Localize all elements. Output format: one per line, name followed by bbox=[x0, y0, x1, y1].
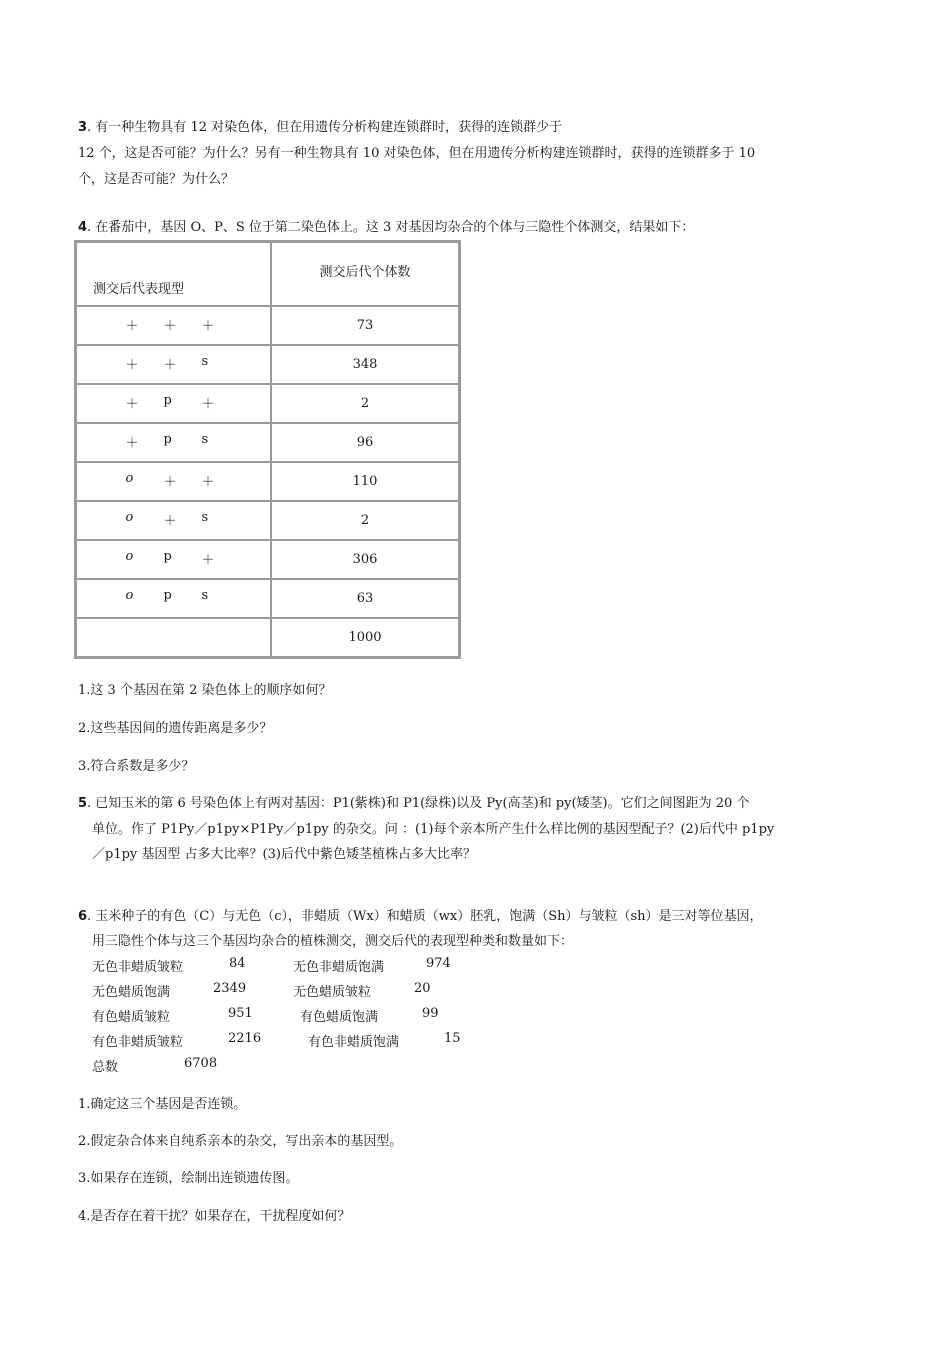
q4-number: 4 bbox=[78, 220, 88, 235]
allele-3: s bbox=[201, 587, 209, 603]
allele-2: p bbox=[163, 392, 172, 408]
table-row bbox=[76, 540, 459, 579]
table-row bbox=[76, 345, 459, 384]
q6-text-1: . 玉米种子的有色（C）与无色（c），非蜡质（Wx）和蜡质（wx）胚乳，饱满（Sh）与皱粒（sh）是三对等位基因， bbox=[87, 909, 763, 924]
allele-2: ＋ bbox=[163, 318, 177, 334]
phenotype-cell bbox=[76, 306, 271, 345]
allele-3: s bbox=[201, 353, 209, 369]
phenotype-cell bbox=[76, 384, 271, 423]
allele-1: o bbox=[125, 470, 134, 486]
phenotype-cell bbox=[76, 423, 271, 462]
q3-line-2: 12 个，这是否可能？为什么？另有一种生物具有 10 对染色体，但在用遗传分析构建连锁群时，获得的连锁群多于 10 bbox=[78, 146, 756, 161]
q6-sub-1: 1.确定这三个基因是否连锁。 bbox=[78, 1097, 247, 1112]
phenotype-cell bbox=[76, 540, 271, 579]
phenotype-cell bbox=[76, 345, 271, 384]
table-row bbox=[76, 384, 459, 423]
allele-2: p bbox=[163, 431, 172, 447]
col-count-header: 测交后代个体数 bbox=[271, 242, 459, 306]
allele-3: s bbox=[201, 509, 209, 525]
q4-sub-1: 1.这 3 个基因在第 2 染色体上的顺序如何？ bbox=[78, 683, 332, 698]
count-cell: 73 bbox=[271, 306, 459, 345]
q4-sub-2: 2.这些基因间的遗传距离是多少？ bbox=[78, 721, 273, 736]
q5-line-2: 单位。作了 P1Py／p1py×P1Py／p1py 的杂交。问 ：(1)每个亲本所产生什么样比例的基因型配子？(2)后代中 p1py bbox=[92, 822, 775, 837]
table-header-row bbox=[76, 242, 459, 306]
q3-line-1 bbox=[78, 119, 562, 137]
q6-number: 6 bbox=[78, 909, 88, 924]
q4-sub-3: 3.符合系数是多少？ bbox=[78, 759, 195, 774]
q6-sub-2: 2.假定杂合体来自纯系亲本的杂交，写出亲本的基因型。 bbox=[78, 1134, 403, 1149]
q6-sub-3: 3.如果存在连锁，绘制出连锁遗传图。 bbox=[78, 1171, 299, 1186]
count-cell: 306 bbox=[271, 540, 459, 579]
count-cell: 2 bbox=[271, 384, 459, 423]
allele-1: o bbox=[125, 548, 134, 564]
total-cell: 1000 bbox=[271, 618, 459, 657]
q4-intro bbox=[78, 219, 694, 237]
phenotype-cell bbox=[76, 501, 271, 540]
allele-2: p bbox=[163, 548, 172, 564]
q3-number: 3 bbox=[78, 120, 88, 135]
allele-1: ＋ bbox=[125, 396, 139, 412]
table-row bbox=[76, 423, 459, 462]
count-cell: 2 bbox=[271, 501, 459, 540]
allele-1: o bbox=[125, 587, 134, 603]
q5-line-1 bbox=[78, 795, 749, 813]
allele-2: p bbox=[163, 587, 172, 603]
allele-3: ＋ bbox=[201, 396, 215, 412]
allele-1: ＋ bbox=[125, 435, 139, 451]
allele-1: o bbox=[125, 509, 134, 525]
allele-2: ＋ bbox=[163, 357, 177, 373]
allele-2: ＋ bbox=[163, 474, 177, 490]
table-row bbox=[76, 462, 459, 501]
allele-1: ＋ bbox=[125, 357, 139, 373]
allele-3: ＋ bbox=[201, 474, 215, 490]
allele-1: ＋ bbox=[125, 318, 139, 334]
count-cell: 63 bbox=[271, 579, 459, 618]
q5-line-3: ／p1py 基因型 占多大比率？(3)后代中紫色矮茎植株占多大比率？ bbox=[92, 847, 476, 862]
table-row bbox=[76, 579, 459, 618]
phenotype-cell bbox=[76, 462, 271, 501]
table-row bbox=[76, 501, 459, 540]
allele-2: ＋ bbox=[163, 513, 177, 529]
q5-number: 5 bbox=[78, 796, 88, 811]
count-cell: 96 bbox=[271, 423, 459, 462]
allele-3: s bbox=[201, 431, 209, 447]
allele-3: ＋ bbox=[201, 552, 215, 568]
phenotype-cell bbox=[76, 579, 271, 618]
q3-line-3: 个，这是否可能？为什么？ bbox=[78, 172, 235, 187]
testcross-table bbox=[74, 240, 461, 659]
table-row bbox=[76, 306, 459, 345]
q5-text-1: . 已知玉米的第 6 号染色体上有两对基因：P1(紫株)和 P1(绿株)以及 Py(高茎)和 py(矮茎)。它们之间图距为 20 个 bbox=[87, 796, 750, 811]
table-total-row bbox=[76, 618, 459, 657]
q6-sub-4: 4.是否存在着干扰？如果存在，干扰程度如何？ bbox=[78, 1209, 351, 1224]
q6-line-1 bbox=[78, 908, 763, 926]
count-cell: 348 bbox=[271, 345, 459, 384]
allele-3: ＋ bbox=[201, 318, 215, 334]
q4-intro-text: . 在番茄中，基因 O、P、S 位于第二染色体上。这 3 对基因均杂合的个体与三隐性个体测交，结果如下： bbox=[87, 220, 695, 235]
q6-line-2: 用三隐性个体与这三个基因均杂合的植株测交，测交后代的表现型种类和数量如下： bbox=[92, 934, 574, 949]
col-phenotype-header: 测交后代表现型 bbox=[76, 242, 271, 306]
q3-text-1: . 有一种生物具有 12 对染色体，但在用遗传分析构建连锁群时，获得的连锁群少于 bbox=[87, 120, 563, 135]
count-cell: 110 bbox=[271, 462, 459, 501]
empty-cell bbox=[76, 618, 271, 657]
